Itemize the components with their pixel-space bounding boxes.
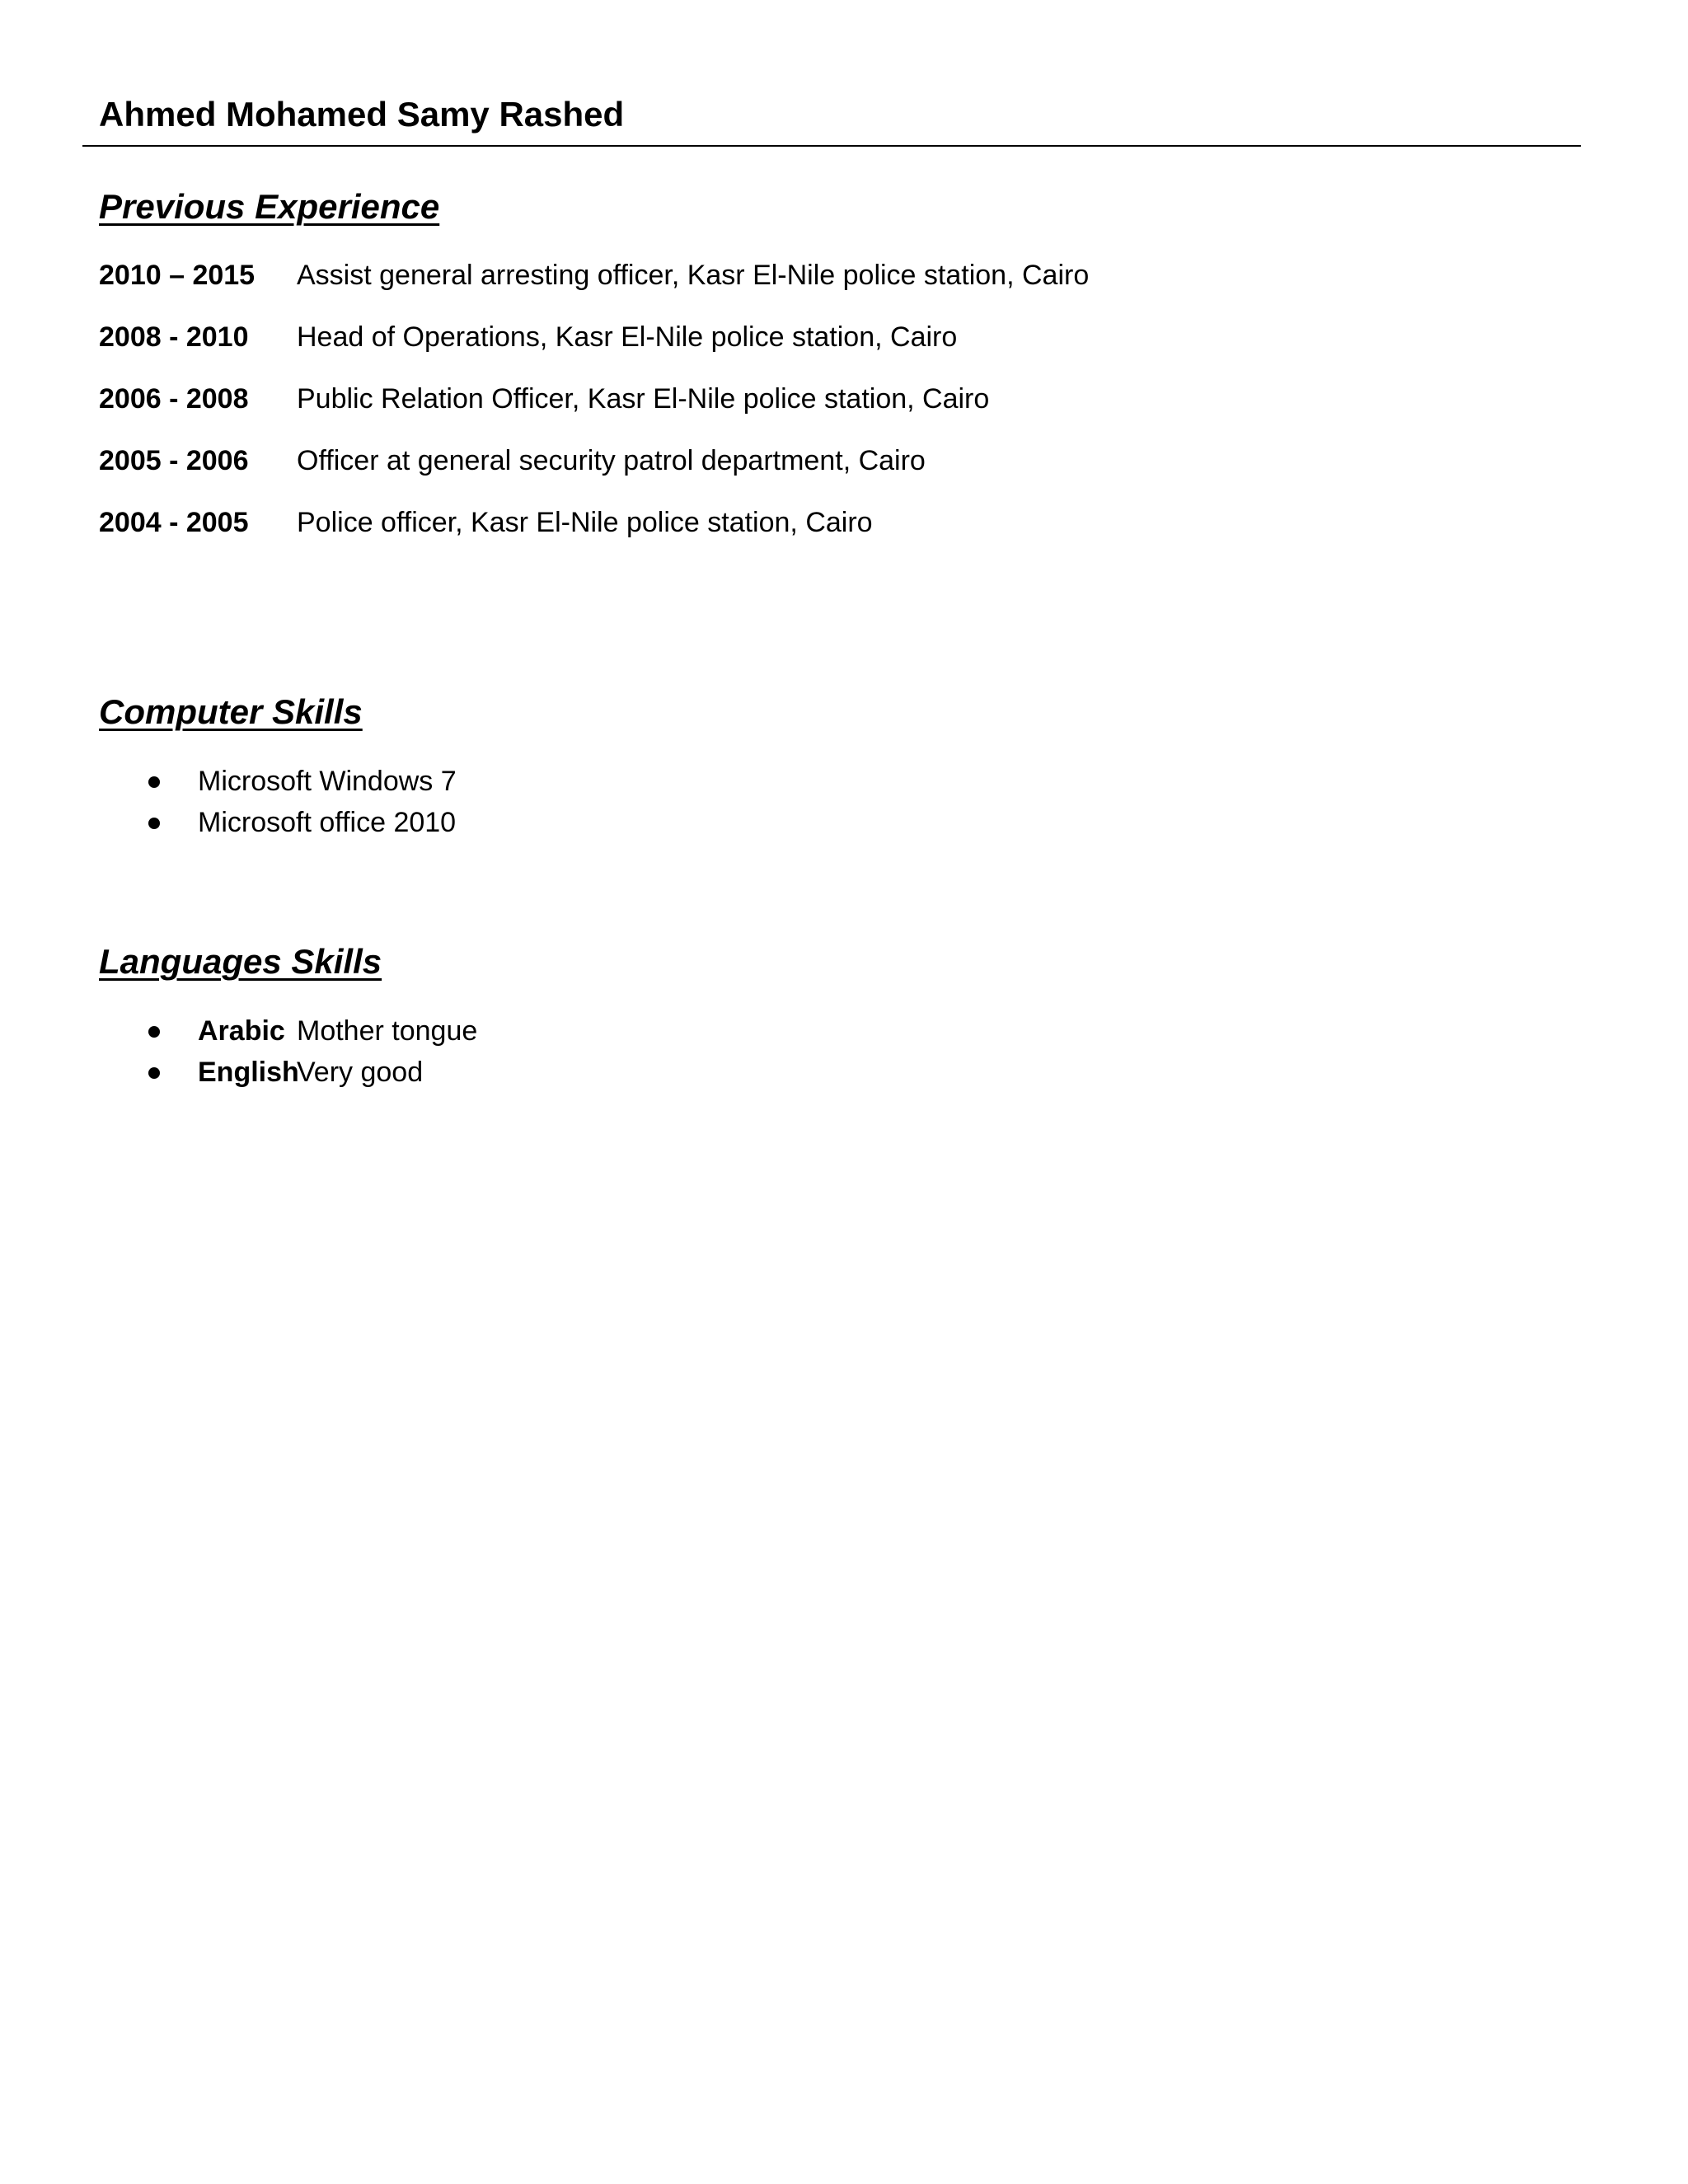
computer-skill-text: Microsoft Windows 7 (198, 766, 457, 797)
experience-years: 2008 - 2010 (99, 321, 249, 353)
experience-description: Head of Operations, Kasr El-Nile police station, Cairo (297, 321, 958, 353)
computer-skill-text: Microsoft office 2010 (198, 807, 457, 838)
bullet-icon (148, 1067, 160, 1079)
computer-skills-heading: Computer Skills (99, 692, 363, 731)
experience-description: Public Relation Officer, Kasr El-Nile police station, Cairo (297, 383, 990, 415)
experience-years: 2010 – 2015 (99, 260, 256, 291)
language-name: English (198, 1057, 299, 1088)
bullet-icon (148, 818, 160, 829)
bullet-icon (148, 1026, 160, 1038)
experience-years: 2004 - 2005 (99, 507, 249, 538)
experience-description: Assist general arresting officer, Kasr El-Nile police station, Cairo (297, 260, 1090, 291)
bullet-icon (148, 776, 160, 788)
language-name: Arabic (198, 1015, 285, 1047)
candidate-name: Ahmed Mohamed Samy Rashed (99, 95, 625, 134)
language-level: Very good (297, 1057, 424, 1088)
experience-description: Police officer, Kasr El-Nile police station, Cairo (297, 507, 873, 538)
experience-years: 2005 - 2006 (99, 445, 249, 476)
languages-heading: Languages Skills (99, 942, 382, 981)
name-divider (82, 145, 1581, 147)
language-level: Mother tongue (297, 1015, 478, 1047)
experience-description: Officer at general security patrol department, Cairo (297, 445, 926, 476)
experience-years: 2006 - 2008 (99, 383, 249, 415)
experience-heading: Previous Experience (99, 187, 440, 226)
